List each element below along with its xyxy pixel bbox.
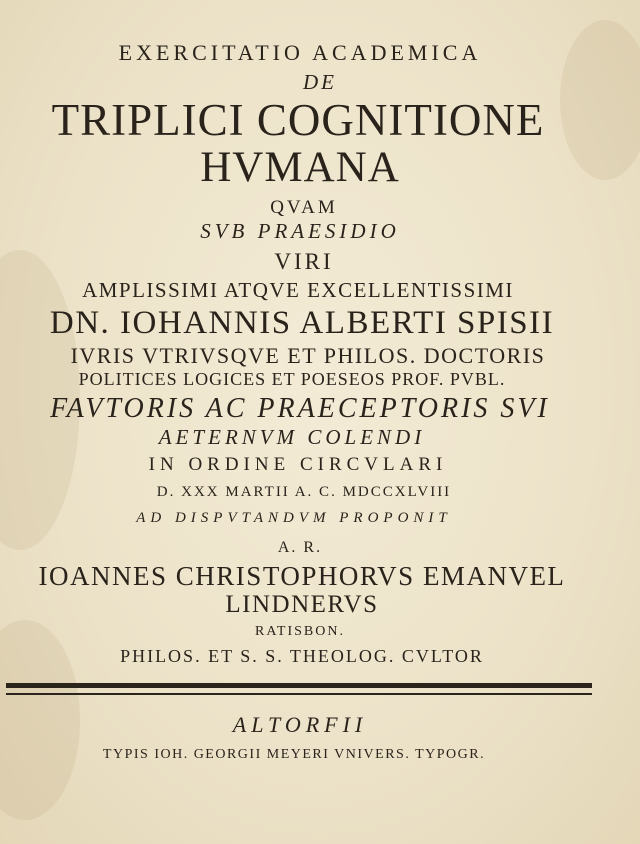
title-line-amplissimi: AMPLISSIMI ATQVE EXCELLENTISSIMI bbox=[82, 278, 514, 302]
title-line-fautoris: FAVTORIS AC PRAECEPTORIS SVI bbox=[50, 393, 550, 424]
title-line-date: D. XXX MARTII A. C. MDCCXLVIII bbox=[156, 484, 452, 500]
imprint-place: ALTORFII bbox=[232, 712, 368, 737]
title-line-quam: QVAM bbox=[270, 197, 338, 218]
title-line-lindnerus: LINDNERVS bbox=[225, 591, 379, 618]
title-line-triplici-cognitione: TRIPLICI COGNITIONE bbox=[51, 95, 545, 145]
title-line-exercitatio: EXERCITATIO ACADEMICA bbox=[118, 40, 482, 65]
title-line-aeternum: AETERNVM COLENDI bbox=[158, 425, 426, 449]
title-line-iuris: IVRIS VTRIVSQVE ET PHILOS. DOCTORIS bbox=[70, 343, 546, 368]
title-line-cultor: PHILOS. ET S. S. THEOLOG. CVLTOR bbox=[120, 646, 484, 666]
imprint-printer: TYPIS IOH. GEORGII MEYERI VNIVERS. TYPOGR. bbox=[102, 747, 486, 762]
double-rule-thin bbox=[6, 693, 592, 695]
title-line-ratisbon: RATISBON. bbox=[255, 624, 345, 639]
title-line-ad-disputandum: AD DISPVTANDVM PROPONIT bbox=[136, 510, 452, 526]
title-line-viri: VIRI bbox=[274, 249, 334, 274]
title-line-ordine: IN ORDINE CIRCVLARI bbox=[148, 454, 448, 475]
title-line-ar: A. R. bbox=[277, 539, 323, 556]
double-rule-thick bbox=[6, 683, 592, 688]
title-line-praeses-name: DN. IOHANNIS ALBERTI SPISII bbox=[49, 305, 555, 341]
title-line-politices: POLITICES LOGICES ET POESEOS PROF. PVBL. bbox=[78, 369, 506, 389]
title-line-respondent-name: IOANNES CHRISTOPHORVS EMANVEL bbox=[38, 561, 566, 591]
title-line-humana: HVMANA bbox=[200, 144, 400, 191]
title-line-de: DE bbox=[303, 70, 337, 94]
title-line-sub-praesidio: SVB PRAESIDIO bbox=[200, 219, 400, 243]
